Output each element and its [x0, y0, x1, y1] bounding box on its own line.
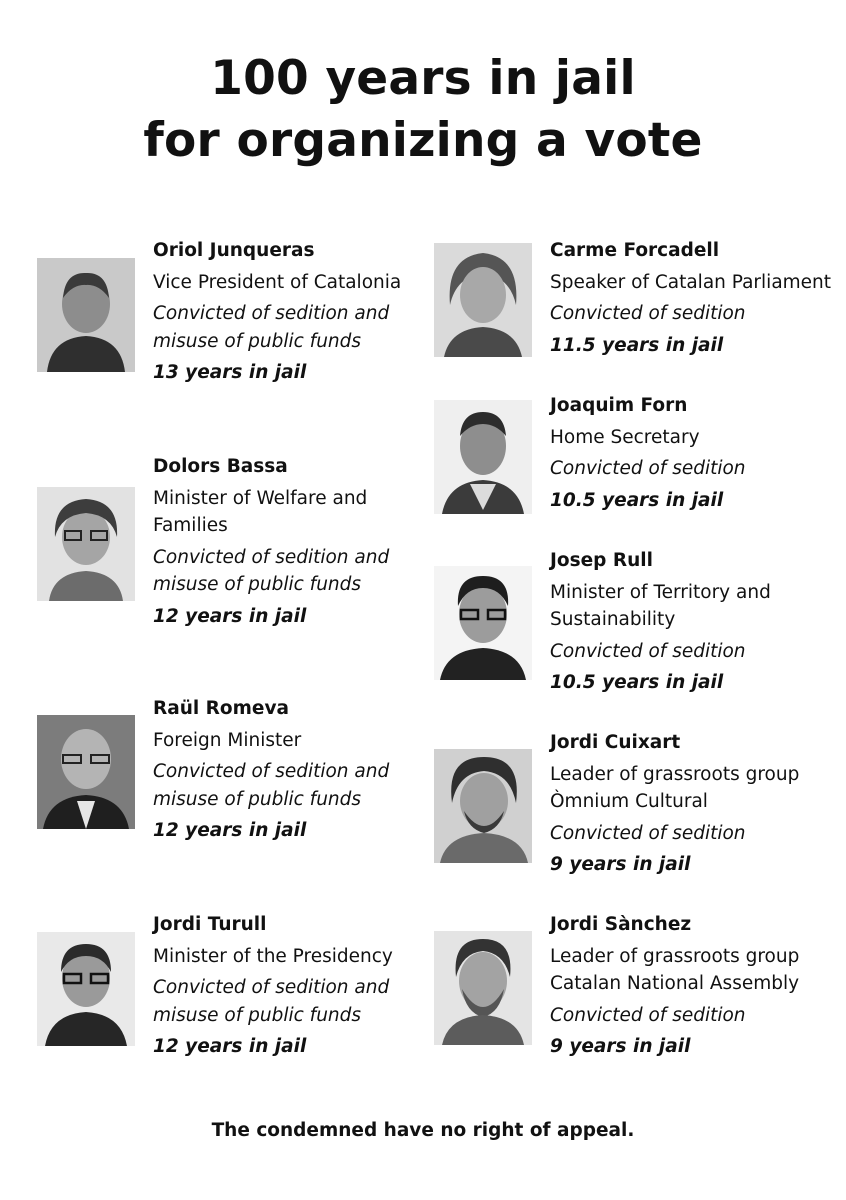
person-sentence: 10.5 years in jail [550, 672, 724, 693]
person-sentence: 10.5 years in jail [550, 489, 724, 511]
person-card-junqueras [37, 237, 447, 397]
portrait-photo [434, 400, 532, 514]
person-sentence: 12 years in jail [153, 820, 307, 841]
title-line-2: for organizing a vote [143, 113, 703, 168]
person-role: Minister of Welfare and Families [153, 487, 368, 536]
portrait-photo [37, 258, 135, 372]
person-sentence: 12 years in jail [153, 605, 307, 627]
person-role: Foreign Minister [153, 729, 302, 751]
portrait-photo [37, 932, 135, 1046]
portrait-photo [434, 243, 532, 357]
person-name: Josep Rull [550, 550, 653, 571]
person-card-forcadell [434, 237, 844, 367]
person-sentence: 9 years in jail [550, 1036, 691, 1057]
person-name: Jordi Sànchez [550, 914, 692, 935]
person-card-cuixart [434, 729, 844, 889]
person-charge: Convicted of sedition [550, 822, 746, 844]
person-sentence: 11.5 years in jail [550, 334, 724, 356]
person-card-bassa [37, 453, 447, 643]
person-sentence: 13 years in jail [153, 362, 307, 383]
footer-note: The condemned have no right of appeal. [211, 1120, 635, 1141]
person-name: Oriol Junqueras [153, 240, 315, 261]
person-role: Minister of Territory and Sustainability [550, 581, 771, 630]
person-charge: Convicted of sedition [550, 303, 746, 324]
person-card-rull [434, 547, 844, 707]
person-name: Joaquim Forn [550, 395, 688, 416]
person-charge: Convicted of sedition and misuse of public funds [153, 761, 390, 810]
person-card-sanchez [434, 911, 844, 1071]
person-name: Carme Forcadell [550, 240, 720, 261]
person-charge: Convicted of sedition [550, 640, 746, 662]
person-name: Raül Romeva [153, 698, 290, 719]
person-role: Speaker of Catalan Parliament [550, 271, 832, 293]
person-charge: Convicted of sedition and misuse of public funds [153, 303, 390, 352]
person-name: Dolors Bassa [153, 456, 288, 477]
person-role: Minister of the Presidency [153, 945, 393, 967]
person-name: Jordi Cuixart [550, 732, 681, 753]
portrait-photo [434, 931, 532, 1045]
title-line-1: 100 years in jail [210, 51, 636, 106]
page-title [0, 48, 846, 172]
person-card-romeva [37, 695, 447, 855]
person-charge: Convicted of sedition and misuse of public funds [153, 977, 390, 1026]
person-sentence: 12 years in jail [153, 1036, 307, 1057]
person-charge: Convicted of sedition and misuse of public funds [153, 546, 390, 595]
person-role: Vice President of Catalonia [153, 271, 402, 293]
person-name: Jordi Turull [153, 914, 267, 935]
portrait-photo [434, 749, 532, 863]
person-charge: Convicted of sedition [550, 1004, 746, 1026]
person-role: Leader of grassroots group Catalan National Assembly [550, 945, 800, 994]
person-charge: Convicted of sedition [550, 458, 746, 479]
person-card-turull [37, 911, 447, 1071]
portrait-photo [434, 566, 532, 680]
person-role: Leader of grassroots group Òmnium Cultural [550, 763, 800, 812]
person-role: Home Secretary [550, 426, 700, 448]
person-sentence: 9 years in jail [550, 854, 691, 875]
portrait-photo [37, 715, 135, 829]
portrait-photo [37, 487, 135, 601]
person-card-forn [434, 392, 844, 522]
